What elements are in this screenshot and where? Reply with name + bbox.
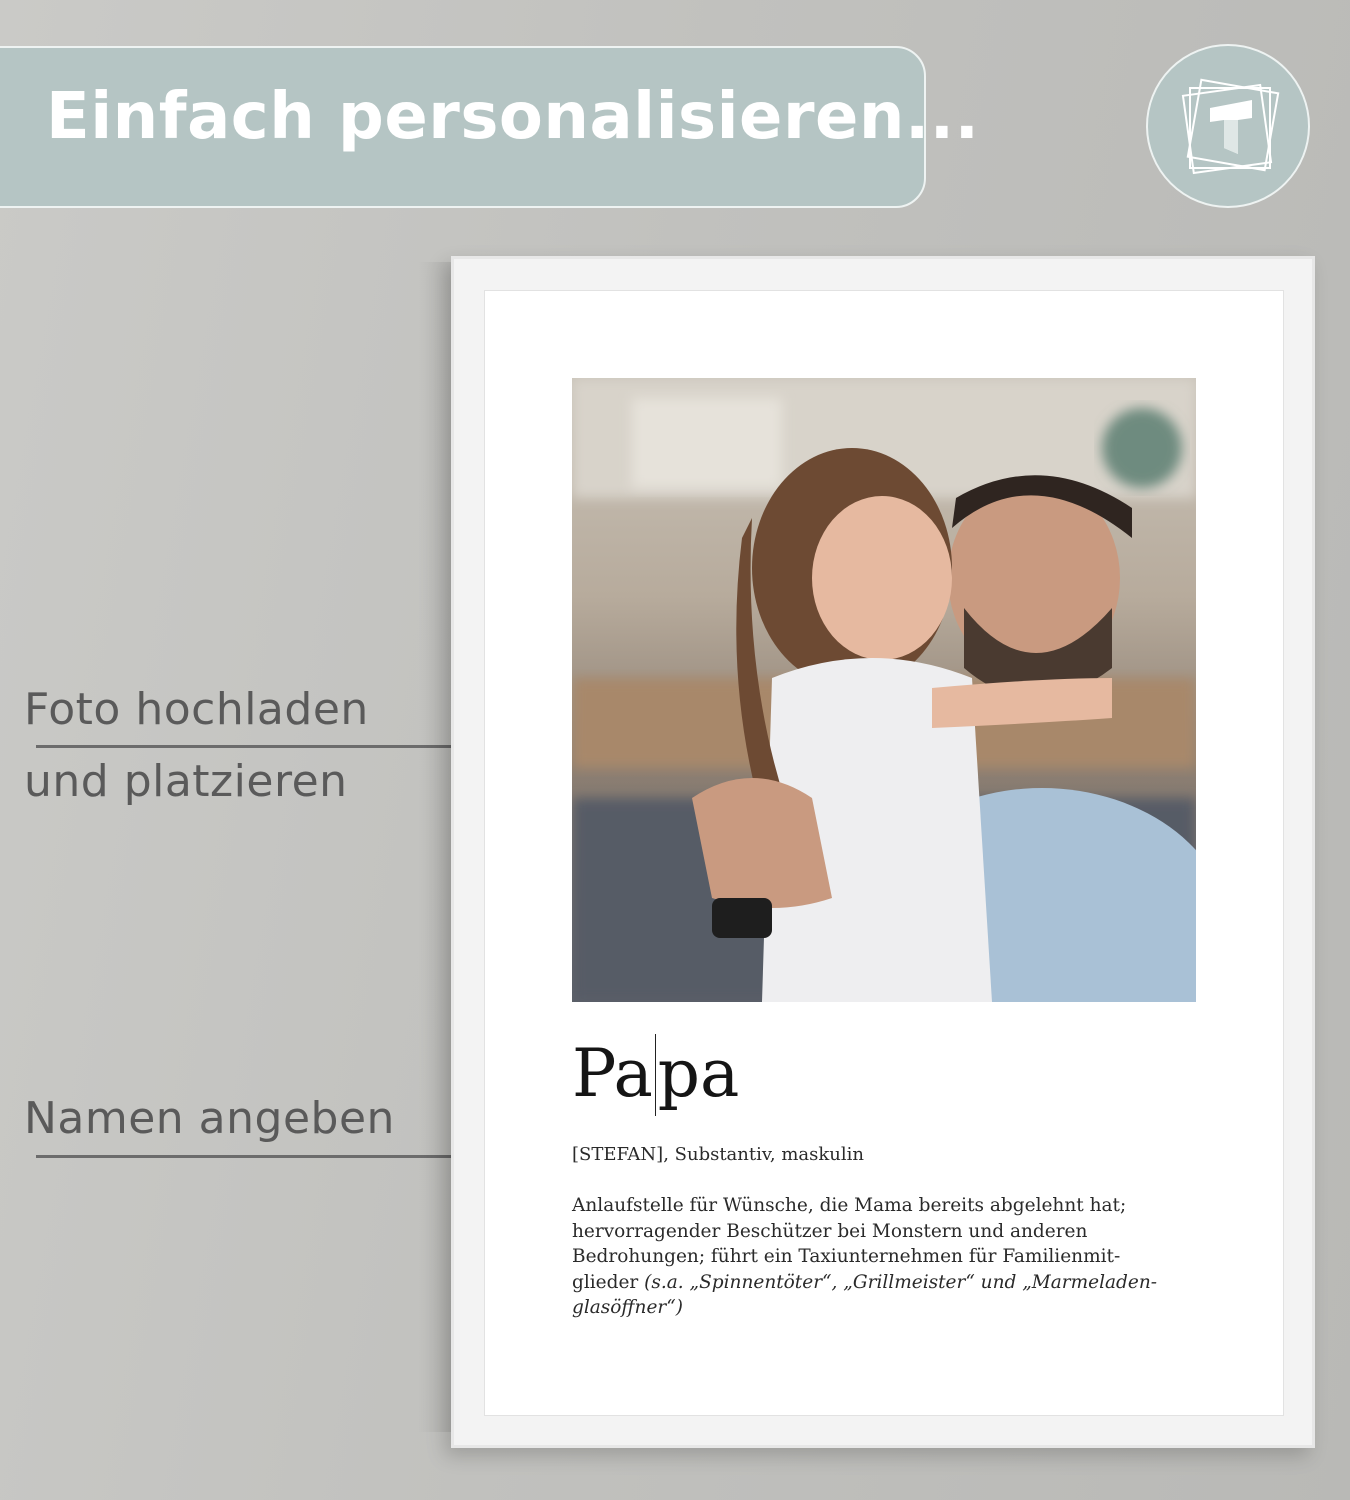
folded-paper-logo-icon <box>1148 46 1312 210</box>
definition-line: Anlaufstelle für Wünsche, die Mama bereits abgelehnt hat; <box>572 1195 1127 1216</box>
poster-word-syllable-2: pa <box>657 1035 740 1112</box>
callout-photo-line1: Foto hochladen <box>24 684 369 735</box>
photo-placeholder-illustration <box>572 378 1196 1002</box>
brand-logo <box>1146 44 1310 208</box>
poster-word-syllable-1: Pa <box>572 1035 653 1112</box>
header-title: Einfach personalisieren... <box>46 80 980 154</box>
poster-word <box>572 1034 739 1116</box>
callout-name-label: Namen angeben <box>24 1093 395 1144</box>
callout-photo-line2: und platzieren <box>24 756 348 807</box>
definition-line-prefix: glieder <box>572 1271 645 1293</box>
definition-line: hervorragender Beschützer bei Monstern und anderen <box>572 1220 1088 1242</box>
poster-meta: [STEFAN], Substantiv, maskulin <box>572 1144 864 1165</box>
definition-see-also-end: glasöffner“) <box>572 1297 683 1318</box>
definition-line <box>572 1295 1212 1321</box>
definition-line <box>572 1270 1212 1296</box>
definition-line: Bedrohungen; führt ein Taxiunternehmen für Familienmit- <box>572 1246 1121 1267</box>
definition-see-also: (s.a. „Spinnentöter“, „Grillmeister“ und „Marmeladen- <box>644 1271 1158 1293</box>
glass-reflection <box>1240 300 1280 1400</box>
poster-photo <box>572 378 1196 1002</box>
poster-definition <box>572 1193 1212 1321</box>
syllable-divider <box>655 1034 656 1116</box>
